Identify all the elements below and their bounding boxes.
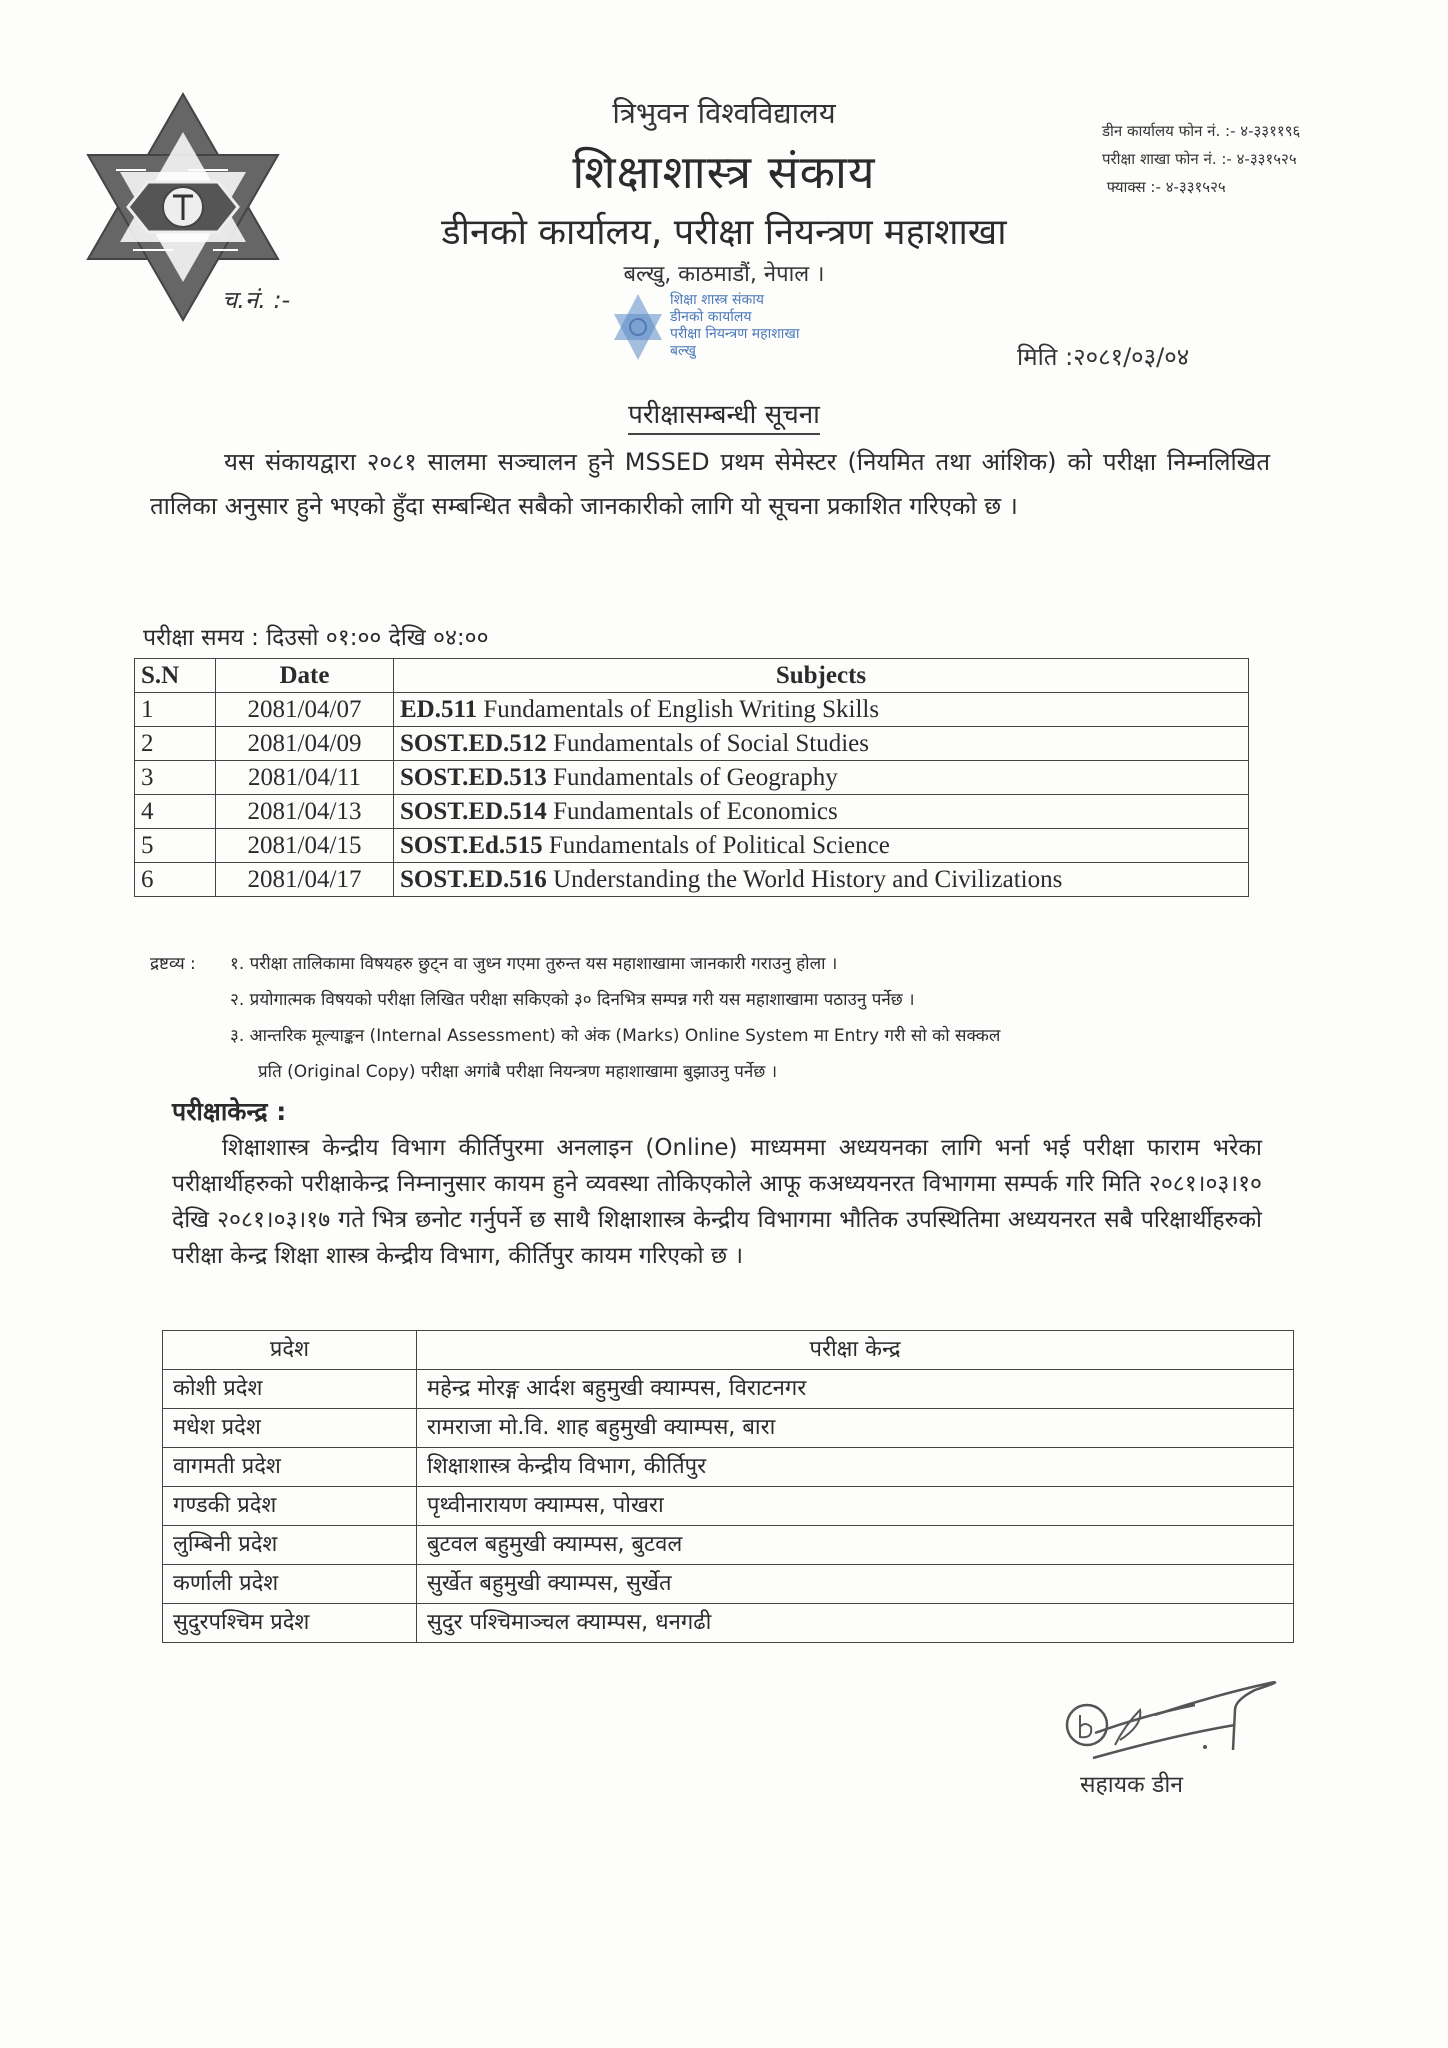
office-name: डीनको कार्यालय, परीक्षा नियन्त्रण महाशाखा [441, 212, 1007, 253]
header-date: Date [216, 659, 394, 693]
table-row [163, 1526, 1294, 1565]
table-row [163, 1370, 1294, 1409]
cell-subject [394, 829, 1249, 863]
cell-sn: 3 [135, 761, 216, 795]
cell-centre: पृथ्वीनारायण क्याम्पस, पोखरा [417, 1487, 1294, 1526]
table-row [135, 727, 1249, 761]
subject-code: ED.511 [400, 695, 478, 723]
table-row [163, 1409, 1294, 1448]
cell-date: 2081/04/17 [216, 863, 394, 897]
table-row [163, 1604, 1294, 1643]
subject-code: SOST.Ed.515 [400, 831, 543, 859]
note-text: १. परीक्षा तालिकामा विषयहरु छुट्न वा जुध्न गएमा तुरुन्त यस महाशाखामा जानकारी गराउनु होला । [230, 954, 838, 974]
stamp-line: डीनको कार्यालय [670, 309, 752, 325]
cell-province: वागमती प्रदेश [163, 1448, 417, 1487]
stamp-line: शिक्षा शास्त्र संकाय [670, 292, 764, 308]
cell-sn: 4 [135, 795, 216, 829]
contact-label: फ्याक्स :- [1106, 178, 1161, 196]
cell-province: मधेश प्रदेश [163, 1409, 417, 1448]
signatory-title: सहायक डीन [1080, 1772, 1184, 1798]
contact-value: ४-३३१५२५ [1236, 150, 1297, 168]
subject-name: Fundamentals of Social Studies [553, 729, 870, 757]
exam-centre-paragraph: शिक्षाशास्त्र केन्द्रीय विभाग कीर्तिपुरमा अनलाइन (Online) माध्यममा अध्ययनका लागि भर्ना भई परीक्षा फाराम भरेका परीक्षार्थीहरुको परीक्षाकेन्द्र निम्नानुसार कायम हुने व्यवस्था तोकिएकोले आफू कअध्ययनरत विभागमा सम्पर्क गरि मिति २०८१।०३।१० देखि २०८१।०३।१७ गते भित्र छनोट गर्नुपर्ने छ साथै शिक्षाशास्त्र केन्द्रीय विभागमा भौतिक उपस्थितिमा अध्ययनरत सबै परिक्षार्थीहरुको परीक्षा केन्द्र शिक्षा शास्त्र केन्द्रीय विभाग, कीर्तिपुर कायम गरिएको छ । [172, 1135, 1262, 1269]
cell-province: कोशी प्रदेश [163, 1370, 417, 1409]
cell-centre: सुदुर पश्चिमाञ्चल क्याम्पस, धनगढी [417, 1604, 1294, 1643]
table-row [135, 863, 1249, 897]
contact-label: डीन कार्यालय फोन नं. :- [1102, 122, 1236, 140]
cell-centre: शिक्षाशास्त्र केन्द्रीय विभाग, कीर्तिपुर [417, 1448, 1294, 1487]
subject-name: Fundamentals of English Writing Skills [483, 695, 880, 723]
subject-code: SOST.ED.516 [400, 865, 547, 893]
table-row [135, 761, 1249, 795]
cell-sn: 2 [135, 727, 216, 761]
cell-centre: बुटवल बहुमुखी क्याम्पस, बुटवल [417, 1526, 1294, 1565]
exam-time: परीक्षा समय : दिउसो ०१:०० देखि ०४:०० [143, 625, 489, 651]
cell-centre: महेन्द्र मोरङ्ग आर्दश बहुमुखी क्याम्पस, विराटनगर [417, 1370, 1294, 1409]
table-header-row [135, 659, 1249, 693]
signature [1055, 1670, 1295, 1765]
cell-date: 2081/04/09 [216, 727, 394, 761]
cell-sn: 5 [135, 829, 216, 863]
university-name: त्रिभुवन विश्वविद्यालय [612, 96, 836, 130]
cell-subject [394, 727, 1249, 761]
cell-date: 2081/04/07 [216, 693, 394, 727]
cell-province: कर्णाली प्रदेश [163, 1565, 417, 1604]
header-centre: परीक्षा केन्द्र [417, 1331, 1294, 1370]
table-row [163, 1487, 1294, 1526]
stamp-line: परीक्षा नियन्त्रण महाशाखा [670, 326, 800, 342]
cell-province: गण्डकी प्रदेश [163, 1487, 417, 1526]
note-item [150, 1018, 1000, 1054]
exam-schedule-table [134, 658, 1249, 897]
office-stamp [610, 292, 830, 402]
cell-province: लुम्बिनी प्रदेश [163, 1526, 417, 1565]
handwritten-signature-icon [1055, 1670, 1295, 1765]
cell-centre: सुर्खेत बहुमुखी क्याम्पस, सुर्खेत [417, 1565, 1294, 1604]
subject-code: SOST.ED.514 [400, 797, 547, 825]
header-subjects: Subjects [394, 659, 1249, 693]
header-province: प्रदेश [163, 1331, 417, 1370]
table-row [163, 1565, 1294, 1604]
document-date: मिति :२०८१/०३/०४ [1017, 343, 1190, 371]
notice-intro: यस संकायद्वारा २०८१ सालमा सञ्चालन हुने MSSED प्रथम सेमेस्टर (नियमित तथा आंशिक) को परीक्षा निम्नलिखित तालिका अनुसार हुने भएको हुँदा सम्बन्धित सबैको जानकारीको लागि यो सूचना प्रकाशित गरिएको छ । [150, 448, 1270, 520]
table-header-row [163, 1331, 1294, 1370]
contact-label: परीक्षा शाखा फोन नं. :- [1102, 150, 1232, 168]
stamp-line: बल्खु [670, 343, 696, 359]
note-item [150, 982, 1000, 1018]
table-row [135, 795, 1249, 829]
cell-subject [394, 863, 1249, 897]
exam-centre-table [162, 1330, 1294, 1643]
exam-centre-heading: परीक्षाकेन्द्र : [172, 1097, 287, 1126]
cell-subject [394, 795, 1249, 829]
contact-value: ४-३३१५२५ [1165, 178, 1226, 196]
table-row [163, 1448, 1294, 1487]
cell-date: 2081/04/15 [216, 829, 394, 863]
contact-value: ४-३३११९६ [1240, 122, 1301, 140]
stamp-star-icon [610, 292, 666, 362]
subject-name: Fundamentals of Political Science [548, 831, 890, 859]
note-item-continued [150, 1054, 1000, 1090]
cell-subject [394, 693, 1249, 727]
office-address: बल्खु, काठमाडौं, नेपाल । [623, 262, 825, 287]
cell-sn: 6 [135, 863, 216, 897]
subject-code: SOST.ED.513 [400, 763, 547, 791]
note-item [150, 946, 1000, 982]
subject-code: SOST.ED.512 [400, 729, 547, 757]
reference-number-label: च.नं. :- [222, 286, 291, 314]
note-text: ३. आन्तरिक मूल्याङ्कन (Internal Assessment) को अंक (Marks) Online System मा Entry गरी सो को सक्कल [230, 1026, 1001, 1046]
cell-centre: रामराजा मो.वि. शाह बहुमुखी क्याम्पस, बारा [417, 1409, 1294, 1448]
table-row [135, 829, 1249, 863]
notice-title-text: परीक्षासम्बन्धी सूचना [628, 400, 820, 435]
cell-date: 2081/04/11 [216, 761, 394, 795]
subject-name: Fundamentals of Geography [553, 763, 838, 791]
table-row [135, 693, 1249, 727]
note-text: प्रति (Original Copy) परीक्षा अगांबै परीक्षा नियन्त्रण महाशाखामा बुझाउनु पर्नेछ । [258, 1062, 778, 1082]
note-text: २. प्रयोगात्मक विषयको परीक्षा लिखित परीक्षा सकिएको ३० दिनभित्र सम्पन्न गरी यस महाशाखामा पठाउनु पर्नेछ । [230, 990, 915, 1010]
notes-label: द्रष्टव्य : [150, 954, 196, 974]
cell-date: 2081/04/13 [216, 795, 394, 829]
stamp-text [670, 292, 870, 360]
faculty-name: शिक्षाशास्त्र संकाय [572, 145, 876, 199]
cell-subject [394, 761, 1249, 795]
header-sn: S.N [135, 659, 216, 693]
notes-section [150, 946, 1000, 1090]
subject-name: Fundamentals of Economics [553, 797, 838, 825]
cell-province: सुदुरपश्चिम प्रदेश [163, 1604, 417, 1643]
cell-sn: 1 [135, 693, 216, 727]
subject-name: Understanding the World History and Civilizations [553, 865, 1063, 893]
